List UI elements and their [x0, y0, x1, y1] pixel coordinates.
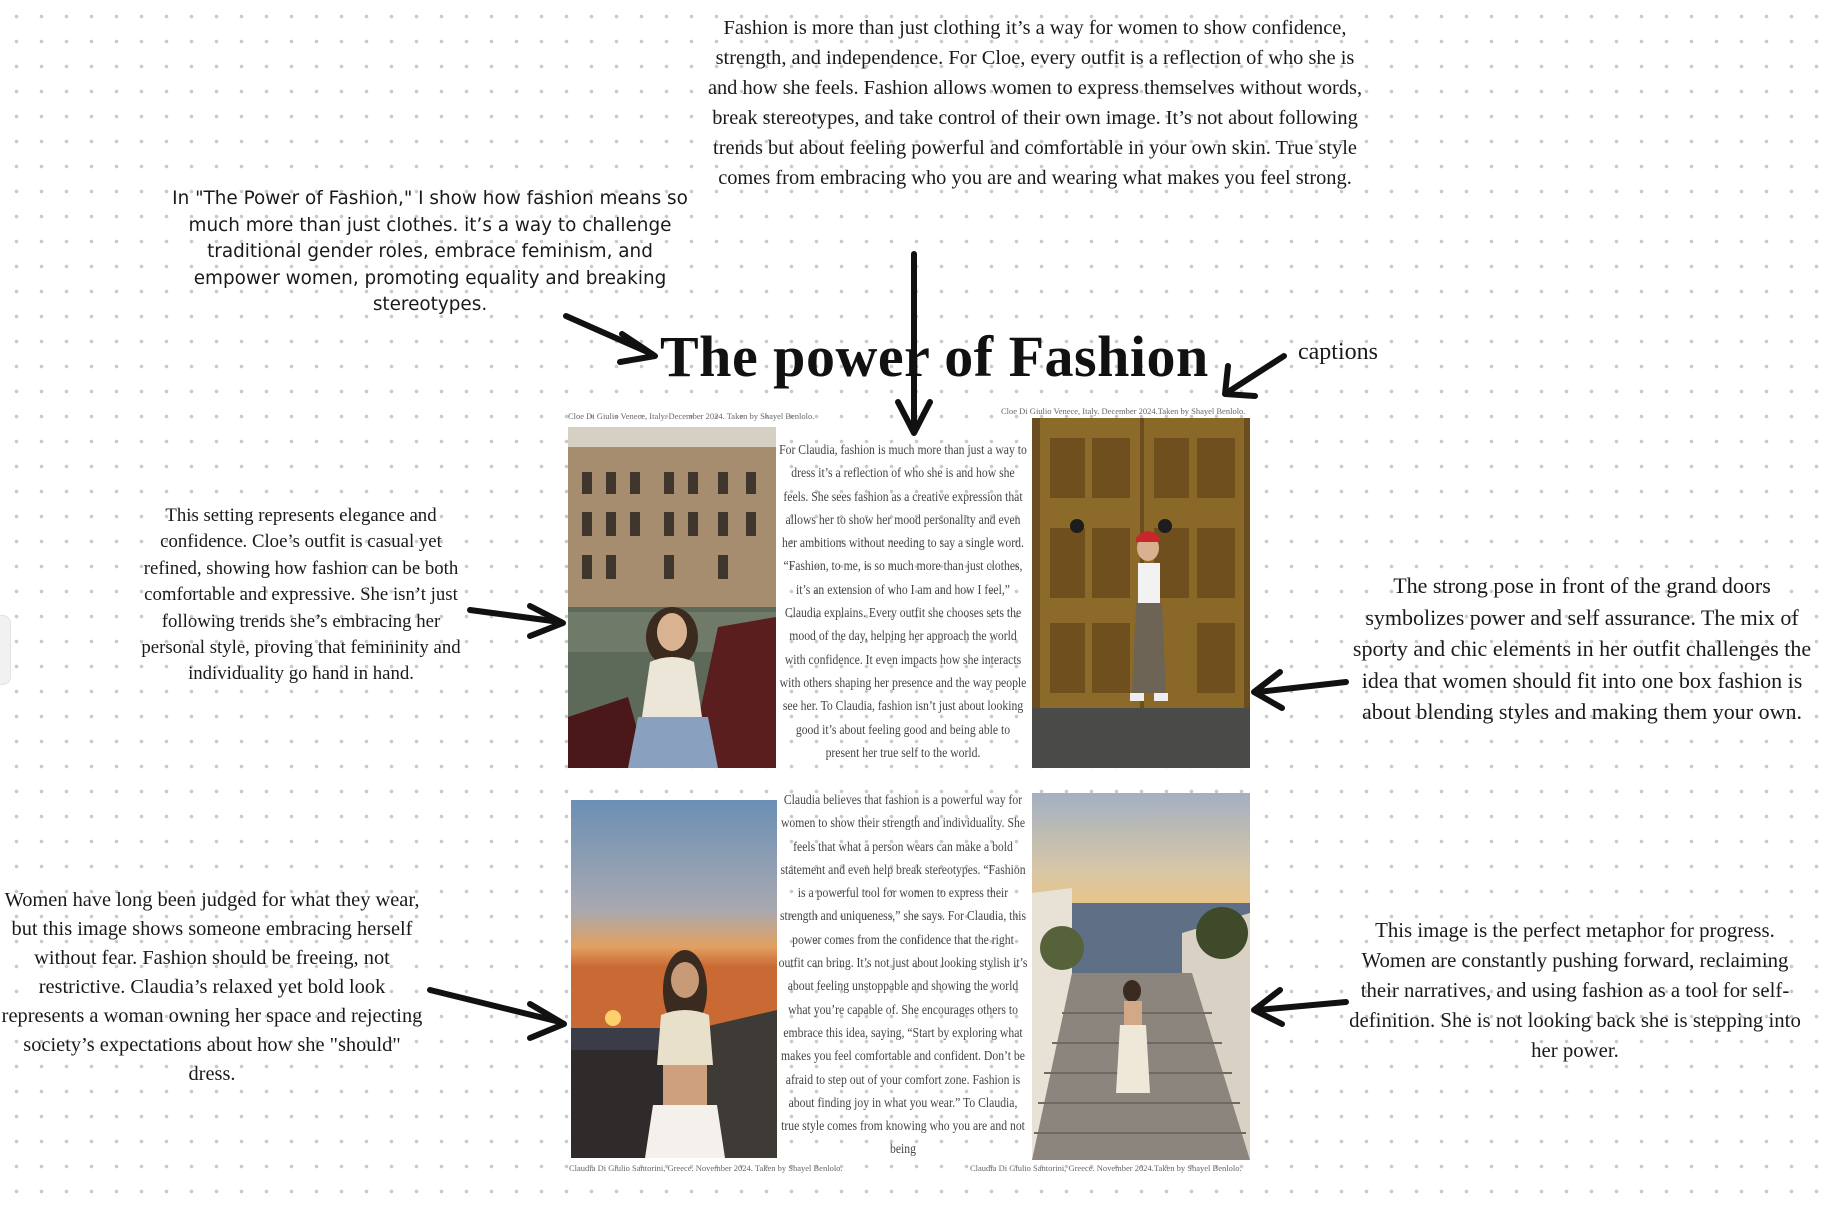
arrow-mid-left	[470, 606, 563, 636]
arrow-mid-right	[1254, 672, 1346, 708]
arrow-bottom-right	[1254, 990, 1346, 1024]
article-bottom[interactable]: Claudia believes that fashion is a powerful way for women to show their strength and individuality. She feels that what a person wears can make a bold statement and even help break stereotypes. “Fashion is a powerful tool for women to express their strength and uniqueness,” she says. For Claudia, this power comes from the confidence that the right outfit can bring. It’s not just about looking stylish it’s about feeling unstoppable and showing the world what you’re capable of. She encourages others to embrace this idea, saying, “Start by exploring what makes you feel comfortable and confident. Don’t be afraid to step out of your comfort zone. Fashion is about finding joy in what you wear.” To Claudia, true style comes from knowing who you are and not being	[778, 792, 1028, 1157]
note-top-left[interactable]: In "The Power of Fashion," I show how fashion means so much more than just clothes. it’s a way to challenge traditional gender roles, embrace feminism, and empower women, promoting equality and breaking stereotypes.	[172, 188, 688, 315]
note-bottom-left[interactable]: Women have long been judged for what they wear, but this image shows someone embracing herself without fear. Fashion should be freeing, not restrictive. Claudia’s relaxed yet bold look represents a woman owning her space and rejecting society’s expectations about how she "should" dress.	[1, 889, 423, 1085]
arrow-captions	[1225, 356, 1284, 396]
side-panel-tab[interactable]	[0, 615, 11, 685]
note-mid-left[interactable]: This setting represents elegance and confidence. Cloe’s outfit is casual yet refined, showing how fashion can be both comfortable and expressive. She isn’t just following trends she’s embracing her personal style, proving that femininity and individuality go hand in hand.	[141, 505, 461, 685]
article-top[interactable]: For Claudia, fashion is much more than just a way to dress it’s a reflection of who she is and how she feels. She sees fashion as a creative expression that allows her to show her mood personality and even her ambitions without needing to say a single word. “Fashion, to me, is so much more than just clothes, it’s an extension of who I am and how I feel,” Claudia explains. Every outfit she chooses sets the mood of the day, helping her approach the world with confidence. It even impacts how she interacts with others shaping her presence and the way people see her. To Claudia, fashion isn’t just about looking good it’s about feeling good and being able to present her true self to the world.	[779, 442, 1027, 760]
note-mid-right[interactable]: The strong pose in front of the grand doors symbolizes power and self assurance. The mix of sporty and chic elements in her outfit challenges the idea that women should fit into one box fashion is about blending styles and making them your own.	[1352, 573, 1812, 725]
photo-caption-bottom-right: Claudia Di Giulio Santorini, Greece. November 2024.Taken by Shayel Benlolo.	[970, 1163, 1242, 1173]
photo-venice-gondola[interactable]	[568, 427, 776, 768]
photo-santorini-sunset[interactable]	[571, 800, 777, 1158]
arrow-bottom-left	[430, 990, 564, 1038]
photo-grand-doors[interactable]	[1032, 418, 1250, 768]
captions-label[interactable]: captions	[1298, 339, 1378, 365]
arrow-top-left-to-title	[566, 316, 655, 362]
note-top-center[interactable]: Fashion is more than just clothing it’s a way for women to show confidence, strength, and independence. For Cloe, every outfit is a reflection of who she is and how she feels. Fashion allows women to express themselves without words, break stereotypes, and take control of their own image. It’s not about following trends but about feeling powerful and comfortable in your own skin. True style comes from embracing who you are and wearing what makes you feel strong.	[707, 17, 1363, 189]
photo-caption-bottom-left: Claudia Di Giulio Santorini, Greece. November 2024. Taken by Shayel Benlolo.	[569, 1163, 843, 1173]
photo-caption-top-right: Cloe Di Giulio Venece, Italy. December 2024.Taken by Shayel Benlolo.	[1001, 406, 1246, 416]
photo-santorini-stairs[interactable]	[1032, 793, 1250, 1160]
page-title[interactable]: The power of Fashion	[660, 324, 1209, 389]
note-bottom-right[interactable]: This image is the perfect metaphor for progress. Women are constantly pushing forward, reclaiming their narratives, and using fashion as a tool for self-definition. She is not looking back she is stepping into her power.	[1349, 919, 1801, 1062]
photo-caption-top-left: Cloe Di Giulio Venece, Italy. December 2024. Taken by Shayel Benlolo.	[568, 411, 815, 421]
